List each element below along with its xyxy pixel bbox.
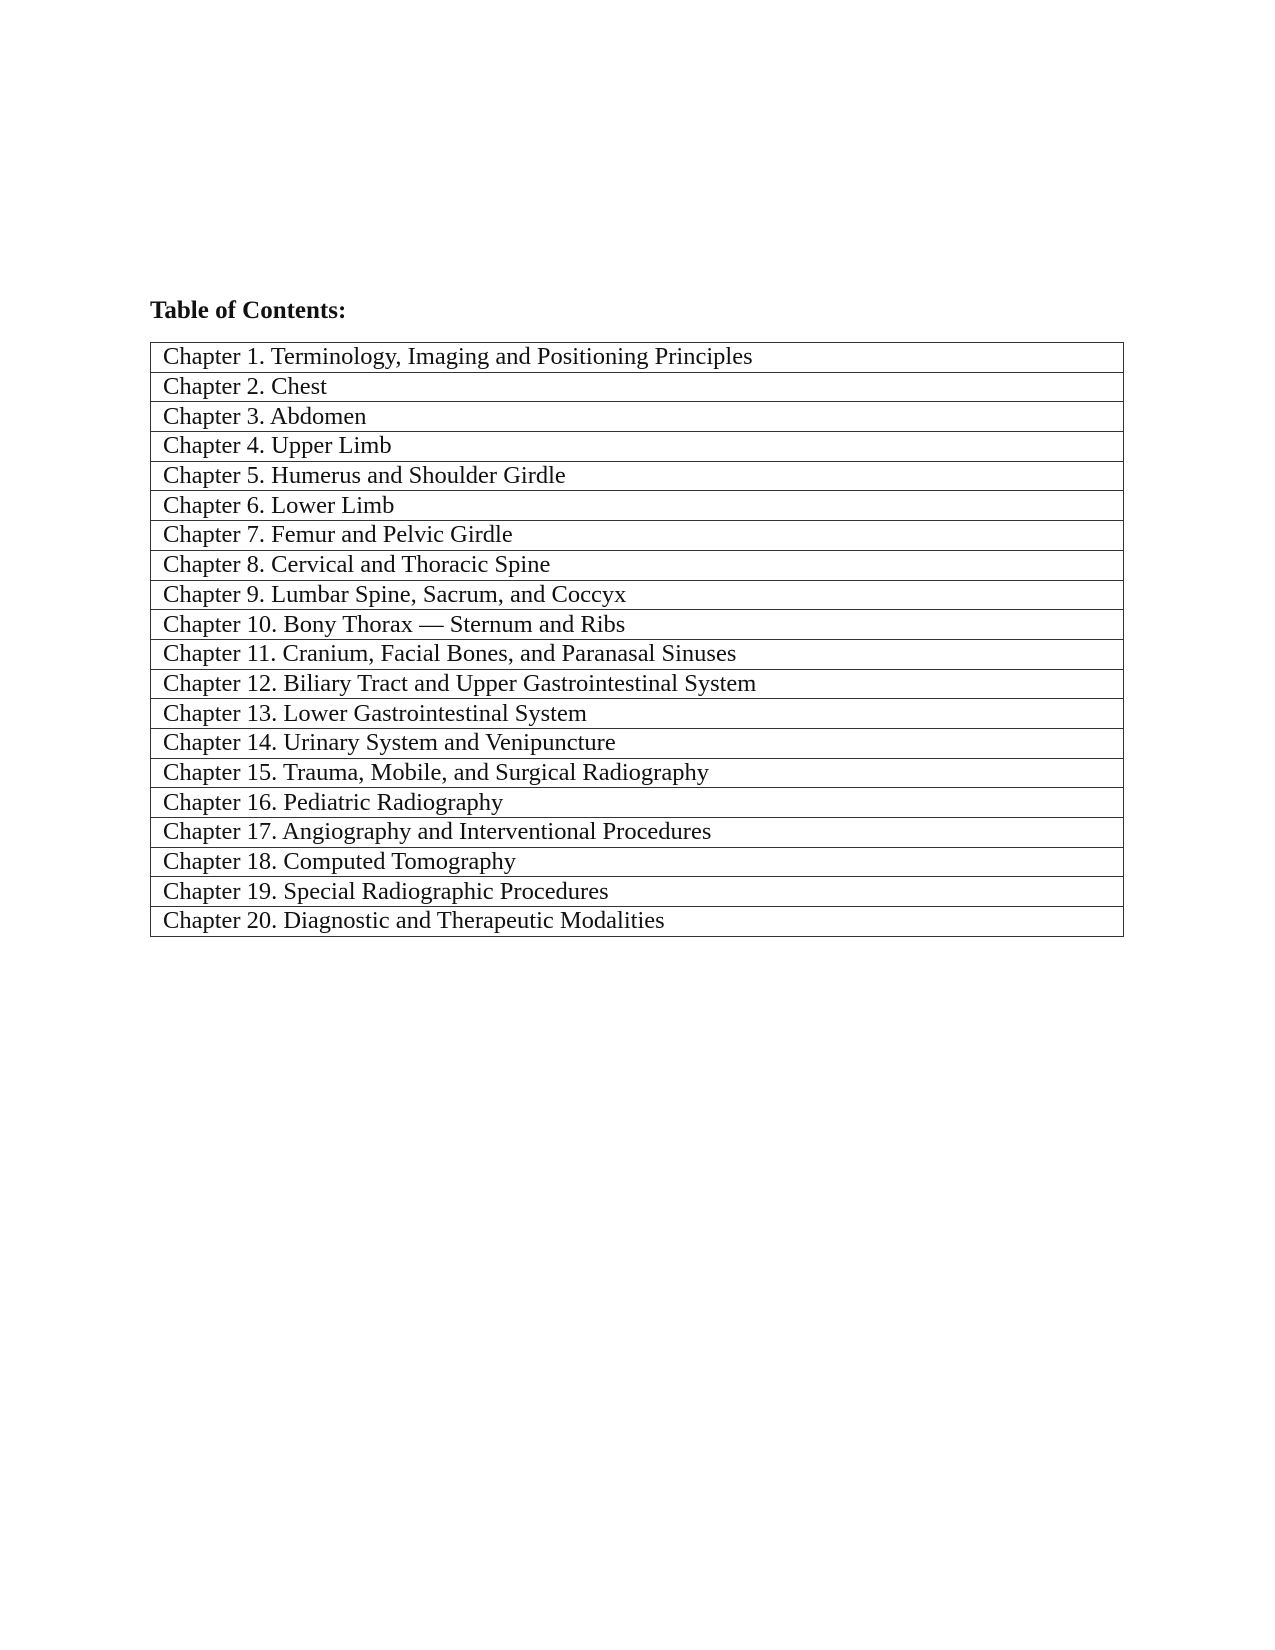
chapter-entry: Chapter 6. Lower Limb xyxy=(151,491,1124,521)
table-row xyxy=(151,818,1124,848)
chapter-entry: Chapter 12. Biliary Tract and Upper Gastrointestinal System xyxy=(151,669,1124,699)
table-row xyxy=(151,728,1124,758)
table-row xyxy=(151,372,1124,402)
chapter-entry: Chapter 9. Lumbar Spine, Sacrum, and Coccyx xyxy=(151,580,1124,610)
table-row xyxy=(151,550,1124,580)
chapter-entry: Chapter 4. Upper Limb xyxy=(151,432,1124,462)
table-row xyxy=(151,639,1124,669)
chapter-entry: Chapter 1. Terminology, Imaging and Positioning Principles xyxy=(151,343,1124,373)
table-row xyxy=(151,610,1124,640)
chapter-entry: Chapter 8. Cervical and Thoracic Spine xyxy=(151,550,1124,580)
table-row xyxy=(151,461,1124,491)
chapter-entry: Chapter 19. Special Radiographic Procedures xyxy=(151,877,1124,907)
chapter-entry: Chapter 3. Abdomen xyxy=(151,402,1124,432)
table-row xyxy=(151,402,1124,432)
table-row xyxy=(151,877,1124,907)
table-row xyxy=(151,907,1124,937)
table-row xyxy=(151,699,1124,729)
chapter-entry: Chapter 17. Angiography and Interventional Procedures xyxy=(151,818,1124,848)
chapter-entry: Chapter 11. Cranium, Facial Bones, and Paranasal Sinuses xyxy=(151,639,1124,669)
table-row xyxy=(151,847,1124,877)
table-row xyxy=(151,521,1124,551)
chapter-entry: Chapter 18. Computed Tomography xyxy=(151,847,1124,877)
toc-heading: Table of Contents: xyxy=(150,297,347,324)
chapter-entry: Chapter 14. Urinary System and Venipuncture xyxy=(151,728,1124,758)
chapter-entry: Chapter 2. Chest xyxy=(151,372,1124,402)
table-row xyxy=(151,491,1124,521)
chapter-entry: Chapter 5. Humerus and Shoulder Girdle xyxy=(151,461,1124,491)
table-row xyxy=(151,758,1124,788)
table-row xyxy=(151,669,1124,699)
chapter-entry: Chapter 10. Bony Thorax — Sternum and Ribs xyxy=(151,610,1124,640)
chapter-entry: Chapter 16. Pediatric Radiography xyxy=(151,788,1124,818)
table-row xyxy=(151,788,1124,818)
toc-table xyxy=(150,342,1124,937)
chapter-entry: Chapter 7. Femur and Pelvic Girdle xyxy=(151,521,1124,551)
table-row xyxy=(151,343,1124,373)
table-row xyxy=(151,432,1124,462)
chapter-entry: Chapter 13. Lower Gastrointestinal System xyxy=(151,699,1124,729)
chapter-entry: Chapter 20. Diagnostic and Therapeutic Modalities xyxy=(151,907,1124,937)
chapter-entry: Chapter 15. Trauma, Mobile, and Surgical Radiography xyxy=(151,758,1124,788)
table-row xyxy=(151,580,1124,610)
